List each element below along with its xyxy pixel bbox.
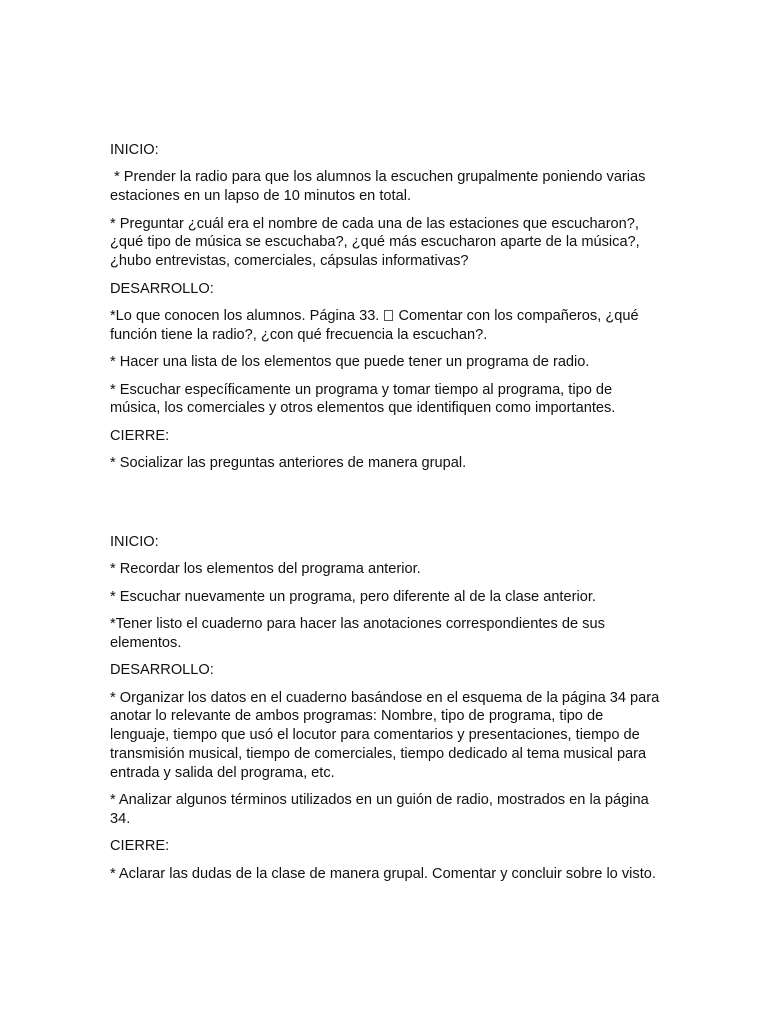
- desarrollo-item: * Analizar algunos términos utilizados en un guión de radio, mostrados en la página 34.: [110, 792, 649, 828]
- inicio-item: * Recordar los elementos del programa anterior.: [110, 561, 421, 578]
- cierre-heading: CIERRE:: [110, 838, 170, 855]
- desarrollo-heading: DESARROLLO:: [110, 280, 214, 297]
- missing-glyph-icon: [384, 310, 393, 321]
- desarrollo-item: * Escuchar específicamente un programa y tomar tiempo al programa, tipo de música, los comerciales y otros elementos que identifiquen como importantes.: [110, 381, 616, 417]
- desarrollo-heading: DESARROLLO:: [110, 662, 214, 679]
- cierre-item: * Socializar las preguntas anteriores de manera grupal.: [110, 455, 467, 472]
- inicio-item: * Prender la radio para que los alumnos la escuchen grupalmente poniendo varias estaciones en un lapso de 10 minutos en total.: [110, 169, 646, 205]
- desarrollo-item: * Hacer una lista de los elementos que puede tener un programa de radio.: [110, 354, 590, 371]
- inicio-item: * Preguntar ¿cuál era el nombre de cada una de las estaciones que escucharon?, ¿qué tipo de música se escuchaba?, ¿qué más escucharon aparte de la música?, ¿hubo entrevistas, comerciales, cápsulas informativas?: [110, 215, 640, 270]
- desarrollo-item: * Organizar los datos en el cuaderno basándose en el esquema de la página 34 para anotar lo relevante de ambos programas: Nombre, tipo de programa, tipo de lenguaje, tiempo que usó el locutor para comentarios y presentaciones, tiempo de transmisión musical, tiempo de comerciales, tiempo dedicado al tema musical para entrada y salida del programa, etc.: [110, 689, 660, 781]
- inicio-item: * Escuchar nuevamente un programa, pero diferente al de la clase anterior.: [110, 588, 596, 605]
- document-body: [110, 141, 662, 892]
- lesson-session-2: [110, 533, 662, 884]
- cierre-item: * Aclarar las dudas de la clase de manera grupal. Comentar y concluir sobre lo visto.: [110, 865, 656, 882]
- inicio-item: *Tener listo el cuaderno para hacer las anotaciones correspondientes de sus elementos.: [110, 616, 605, 651]
- inicio-heading: INICIO:: [110, 142, 159, 158]
- lesson-session-1: [110, 141, 662, 473]
- desarrollo-item: *Lo que conocen los alumnos. Página 33. Comentar con los compañeros, ¿qué función tiene la radio?, ¿con qué frecuencia la escuchan?.: [110, 307, 639, 343]
- inicio-heading: INICIO:: [110, 533, 159, 550]
- cierre-heading: CIERRE:: [110, 427, 170, 444]
